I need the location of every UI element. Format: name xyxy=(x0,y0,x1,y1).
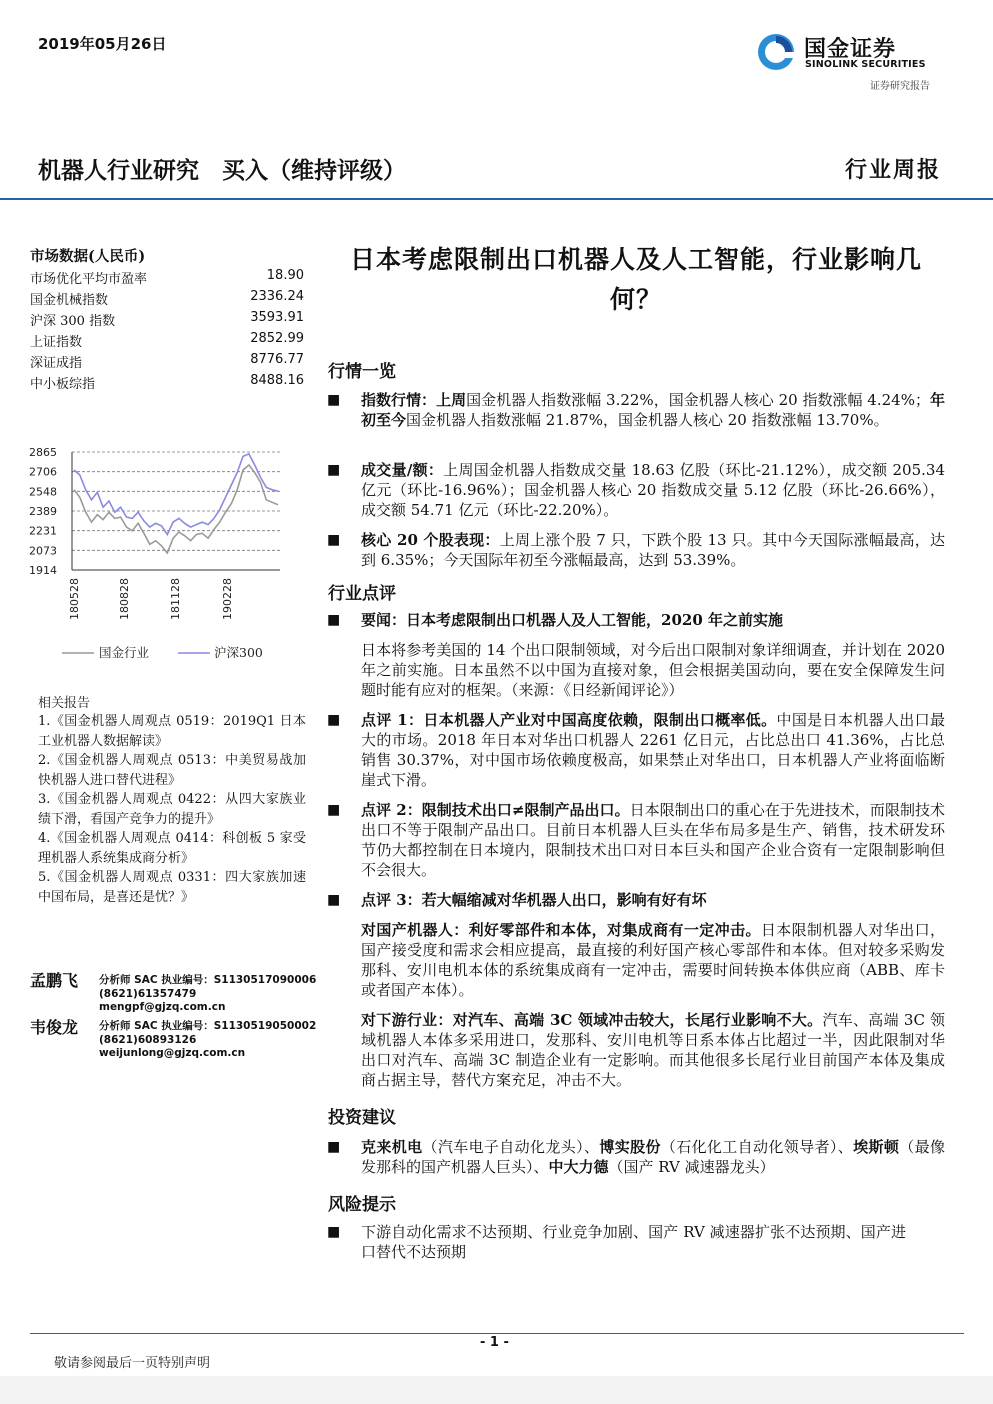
market-value: 18.90 xyxy=(266,268,304,283)
paragraph-risk: 下游自动化需求不达预期、行业竞争加剧、国产 RV 减速器扩张不达预期、国产进口替代不达预期 xyxy=(361,1223,906,1261)
bullet-icon: ■ xyxy=(327,1139,341,1155)
x-tick-label: 180828 xyxy=(118,578,131,620)
logo-subtitle: 证券研究报告 xyxy=(870,81,930,92)
company-logo xyxy=(756,30,946,92)
para-text: 上周国金机器人指数成交量 18.63 亿股（环比-21.12%），成交额 205.34 亿元（环比-16.96%）；国金机器人核心 20 指数成交量 5.12 亿股（环比-26.66%），成交额 54.71 亿元（环比-22.20%）。 xyxy=(361,461,945,519)
para-text: 日本限制出口的重心在于先进技术，而限制技术出口不等于限制产品出口。目前日本机器人巨头在华布局多是生产、销售，技术研发环节仍大都控制在日本境内，限制技术出口对日本巨头和国产企业合资有一定限制影响但不会很大。 xyxy=(361,801,945,879)
market-label: 深证成指 xyxy=(30,356,83,371)
legend-label-industry: 国金行业 xyxy=(99,645,150,660)
page-number: - 1 - xyxy=(480,1335,509,1350)
analyst-sac: 分析师 SAC 执业编号：S1130519050002 xyxy=(99,1020,317,1032)
section-heading-investment: 投资建议 xyxy=(328,1108,396,1128)
related-report-item[interactable]: 3.《国金机器人周观点 0422：从四大家族业绩下滑，看国产竞争力的提升》 xyxy=(38,792,306,827)
bullet-icon: ■ xyxy=(327,712,341,728)
paragraph-domestic-robots xyxy=(361,920,945,1000)
logo-mark-icon xyxy=(756,32,796,72)
market-value: 8488.16 xyxy=(250,373,304,388)
x-tick-label: 181128 xyxy=(169,578,182,620)
y-tick-label: 1914 xyxy=(29,564,57,577)
para-bold: 核心 20 个股表现： xyxy=(361,531,500,549)
analyst-info xyxy=(99,1020,316,1061)
para-text: 汽车、高端 3C 领域机器人本体多采用进口，发那科、安川电机等日系本体占比超过一半，因此限制对华出口对汽车、高端 3C 制造企业有一定影响。而其他很多长尾行业目前国产本体及集成商占据主导，替代方案充足，冲击不大。 xyxy=(361,1011,946,1089)
para-bold: 要闻：日本考虑限制出口机器人及人工智能，2020 年之前实施 xyxy=(361,611,783,629)
paragraph-investment xyxy=(361,1137,945,1177)
y-tick-label: 2073 xyxy=(29,544,57,558)
analyst-phone: (8621)61357479 xyxy=(99,987,197,1000)
paragraph-index-performance xyxy=(361,390,945,430)
index-performance-chart xyxy=(22,440,312,680)
market-row xyxy=(30,268,304,288)
related-report-item[interactable]: 5.《国金机器人周观点 0331：四大家族加速中国布局，是喜还是忧？》 xyxy=(38,870,306,905)
para-text: 中国是日本机器人出口最大的市场。2018 年日本对华出口机器人 2261 亿日元，占比总出口 41.36%，占比总销售 30.37%，对中国市场依赖度极高，如果禁止对华出口，日本机器人产业将面临断崖式下滑。 xyxy=(361,711,945,789)
footer-divider xyxy=(30,1333,964,1334)
bullet-icon: ■ xyxy=(327,1224,341,1240)
analyst-name: 孟鹏飞 xyxy=(30,971,79,990)
para-bold: 中大力德 xyxy=(548,1158,609,1176)
legend-label-hs300: 沪深300 xyxy=(214,645,263,660)
market-row xyxy=(30,331,304,351)
bullet-icon: ■ xyxy=(327,392,341,408)
market-label: 沪深 300 指数 xyxy=(30,314,116,329)
related-report-item[interactable]: 2.《国金机器人周观点 0513：中美贸易战加快机器人进口替代进程》 xyxy=(38,753,306,788)
market-label: 中小板综指 xyxy=(30,377,96,392)
para-bold: 点评 2：限制技术出口≠限制产品出口。 xyxy=(361,801,630,819)
bullet-icon: ■ xyxy=(327,892,341,908)
y-tick-label: 2865 xyxy=(29,446,57,459)
market-value: 8776.77 xyxy=(250,352,304,367)
related-report-item[interactable]: 4.《国金机器人周观点 0414：科创板 5 家受理机器人系统集成商分析》 xyxy=(38,831,306,866)
para-bold: 埃斯顿 xyxy=(853,1138,900,1156)
paragraph-comment-3-heading xyxy=(361,890,945,910)
para-bold: 对下游行业：对汽车、高端 3C 领域冲击较大，长尾行业影响不大。 xyxy=(361,1011,823,1029)
market-row xyxy=(30,310,304,330)
logo-english-name: SINOLINK SECURITIES xyxy=(805,59,926,70)
para-text: （汽车电子自动化龙头）、 xyxy=(422,1138,600,1156)
analyst-sac: 分析师 SAC 执业编号：S1130517090006 xyxy=(99,974,317,986)
para-text: 国金机器人指数涨幅 3.22%，国金机器人核心 20 指数涨幅 4.24%； xyxy=(466,391,930,409)
y-tick-label: 2706 xyxy=(29,465,57,479)
bullet-icon: ■ xyxy=(327,802,341,818)
para-text: （石化化工自动化领导者）、 xyxy=(660,1138,854,1156)
related-report-item[interactable]: 1.《国金机器人周观点 0519：2019Q1 日本工业机器人数据解读》 xyxy=(38,714,306,749)
logo-chinese-name: 国金证券 xyxy=(804,37,897,62)
paragraph-news-body: 日本将参考美国的 14 个出口限制领域，对今后出口限制对象详细调查，并计划在 2020 年之前实施。日本虽然不以中国为直接对象，但会根据美国动向，要在安全保障发生问题时能有应对的框架。（来源：《日经新闻评论》） xyxy=(361,641,945,699)
section-heading-comment: 行业点评 xyxy=(328,584,396,604)
section-heading-risk: 风险提示 xyxy=(328,1195,396,1215)
series-line-industry xyxy=(74,465,278,553)
report-date: 2019年05月26日 xyxy=(38,35,167,53)
paragraph-comment-1 xyxy=(361,710,945,790)
header-divider xyxy=(0,198,993,200)
para-text: 国金机器人指数涨幅 21.87%，国金机器人核心 20 指数涨幅 13.70%。 xyxy=(406,411,889,429)
analyst-phone: (8621)60893126 xyxy=(99,1033,197,1046)
y-tick-label: 2389 xyxy=(29,505,57,518)
para-bold: 博实股份 xyxy=(599,1138,661,1156)
para-text: （最像发那科的国产机器人巨头）、 xyxy=(361,1138,945,1176)
para-text: 上周上涨个股 7 只，下跌个股 13 只。其中今天国际涨幅最高，达到 6.35%；今天国际年初至今涨幅最高，达到 53.39%。 xyxy=(361,531,945,569)
para-bold: 指数行情：上周 xyxy=(361,391,467,409)
x-tick-label: 180528 xyxy=(68,578,81,620)
bullet-icon: ■ xyxy=(327,462,341,478)
market-row xyxy=(30,352,304,372)
para-bold: 点评 1：日本机器人产业对中国高度依赖，限制出口概率低。 xyxy=(361,711,777,729)
para-text: 日本限制机器人对华出口，国产接受度和需求会相应提高，最直接的利好国产核心零部件和本体。但对较多采购发那科、安川电机本体的系统集成商有一定冲击，需要时间转换本体供应商（ABB、库卡或者国产本体）。 xyxy=(361,921,945,999)
para-bold: 克来机电 xyxy=(361,1138,423,1156)
analyst-info xyxy=(99,974,316,1015)
para-bold: 成交量/额： xyxy=(361,461,444,479)
paragraph-comment-2 xyxy=(361,800,945,880)
paragraph-downstream xyxy=(361,1010,945,1090)
market-value: 3593.91 xyxy=(250,310,304,325)
analyst-name: 韦俊龙 xyxy=(30,1018,79,1037)
section-heading-market: 行情一览 xyxy=(328,362,396,382)
y-tick-label: 2548 xyxy=(29,485,57,499)
report-category-rating: 机器人行业研究 买入（维持评级） xyxy=(38,158,406,184)
para-bold: 对国产机器人：利好零部件和本体，对集成商有一定冲击。 xyxy=(361,921,761,939)
related-reports-heading: 相关报告 xyxy=(38,696,91,711)
y-tick-label: 2231 xyxy=(29,524,57,538)
report-title: 日本考虑限制出口机器人及人工智能，行业影响几何？ xyxy=(349,245,922,314)
analyst-email[interactable]: mengpf@gjzq.com.cn xyxy=(99,1001,226,1013)
report-type: 行业周报 xyxy=(844,157,941,183)
bullet-icon: ■ xyxy=(327,532,341,548)
paragraph-core20 xyxy=(361,530,945,570)
bullet-icon: ■ xyxy=(327,612,341,628)
market-row xyxy=(30,289,304,309)
analyst-email[interactable]: weijunlong@gjzq.com.cn xyxy=(99,1047,246,1059)
market-data-heading: 市场数据(人民币) xyxy=(30,248,146,265)
disclaimer-note: 敬请参阅最后一页特别声明 xyxy=(54,1356,211,1371)
market-value: 2336.24 xyxy=(250,289,304,304)
market-value: 2852.99 xyxy=(250,331,304,346)
footer-bar xyxy=(0,1376,993,1404)
para-bold: 年初至今 xyxy=(361,391,945,429)
x-tick-label: 190228 xyxy=(221,578,234,620)
paragraph-news-heading xyxy=(361,610,945,630)
para-text: （国产 RV 减速器龙头） xyxy=(608,1158,775,1176)
market-label: 上证指数 xyxy=(30,335,83,350)
para-bold: 点评 3：若大幅缩减对华机器人出口，影响有好有坏 xyxy=(361,891,707,909)
market-row xyxy=(30,373,304,393)
market-label: 国金机械指数 xyxy=(30,293,109,308)
market-label: 市场优化平均市盈率 xyxy=(30,272,148,287)
paragraph-volume xyxy=(361,460,945,520)
